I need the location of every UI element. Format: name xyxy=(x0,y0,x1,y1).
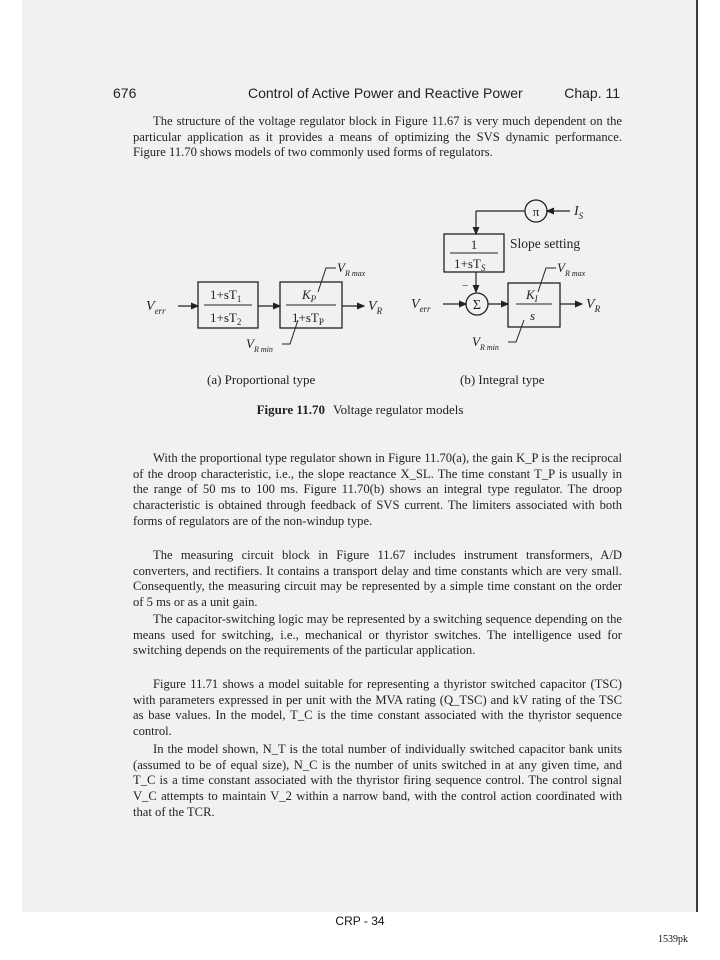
footer-label: CRP - 34 xyxy=(335,914,385,928)
diagram-a xyxy=(146,260,383,354)
a-block1-numerator: $1+sT_1$ xyxy=(210,287,242,304)
b-vmin-label: $V_{R min}$ xyxy=(472,334,499,352)
sum-symbol: Σ xyxy=(472,298,482,313)
b-int-denominator: s xyxy=(530,308,536,323)
paragraph-model-params: In the model shown, N_T is the total number of individually switched capacitor bank units (assumed to be of equal size), N_C is the number of units switched in at any given time, and T_C is a time constant associated with the thyristor firing sequence control. The control signal V_C attempts to maintain V_2 within a narrow band, with the control action coordinated with that of the TCR. xyxy=(133,742,622,819)
b-fb-denominator: $1+sT_S$ xyxy=(454,256,486,273)
b-int-numerator: $K_I$ xyxy=(526,287,538,304)
pi-symbol: π xyxy=(532,204,540,219)
chapter-label: Chap. 11 xyxy=(564,85,620,101)
paragraph-tsc-model: Figure 11.71 shows a model suitable for representing a thyristor switched capacitor (TSC) with parameters expressed in per unit with the MVA rating (Q_TSC) and kV rating of the TSC as base values. In the model, T_C is the time constant associated with the thyristor sequence control. xyxy=(133,677,622,739)
b-vmax-label: $V_{R max}$ xyxy=(557,260,586,278)
a-output-label: $V_R$ xyxy=(368,299,383,316)
slope-setting-label: Slope setting xyxy=(510,236,581,251)
feedback-minus-sign: − xyxy=(462,280,469,292)
b-output-label: $V_R$ xyxy=(586,297,601,314)
b-fb-numerator: 1 xyxy=(470,237,478,252)
b-input-label: $V_{err}$ xyxy=(411,297,431,314)
paragraph-proportional: With the proportional type regulator shown in Figure 11.70(a), the gain K_P is the reciprocal of the droop characteristic, i.e., the slope reactance X_SL. The time constant T_P is usually in the range of 50 ms to 100 ms. Figure 11.70(b) shows an integral type regulator. The droop characteristic is obtained through feedback of SVS current. The limiters associated with both forms of regulators are of the non-windup type. xyxy=(133,451,622,528)
a-vmax-label: $V_{R max}$ xyxy=(337,260,366,278)
a-block2-numerator: $K_P$ xyxy=(302,287,317,304)
figure-diagram xyxy=(0,0,720,400)
figure-caption-text: Voltage regulator models xyxy=(332,402,464,417)
a-vmin-label: $V_{R min}$ xyxy=(246,336,273,354)
header-title: Control of Active Power and Reactive Power xyxy=(248,85,523,101)
paragraph-intro: The structure of the voltage regulator block in Figure 11.67 is very much dependent on the particular application as it provides a means of optimizing the SVS dynamic performance. Figure 11.70 shows models of two commonly used forms of regulators. xyxy=(133,114,622,160)
paragraph-measuring: The measuring circuit block in Figure 11.67 includes instrument transformers, A/D converters, and rectifiers. It contains a transport delay and time constants which are very small. Consequently, the measuring circuit may be represented by a simple time constant on the order of 5 ms or as a unit gain. xyxy=(133,548,622,610)
stamp-label: 1539pk xyxy=(658,934,688,945)
paragraph-capacitor-switching: The capacitor-switching logic may be represented by a switching sequence depending on the means used for switching, i.e., mechanical or thyristor switches. The intelligence used for switching depends on the requirements of the particular application. xyxy=(133,612,622,658)
a-block1-denominator: $1+sT_2$ xyxy=(210,310,242,327)
a-block2-denominator: $1+sT_P$ xyxy=(292,310,324,327)
caption-b: (b) Integral type xyxy=(460,372,545,387)
page-number: 676 xyxy=(113,85,137,101)
diagram-b xyxy=(411,200,601,352)
figure-number: Figure 11.70 xyxy=(256,402,325,417)
figure-caption xyxy=(0,402,720,418)
a-input-label: $V_{err}$ xyxy=(146,299,166,316)
caption-a: (a) Proportional type xyxy=(207,372,316,387)
is-label: $I_S$ xyxy=(574,204,584,221)
